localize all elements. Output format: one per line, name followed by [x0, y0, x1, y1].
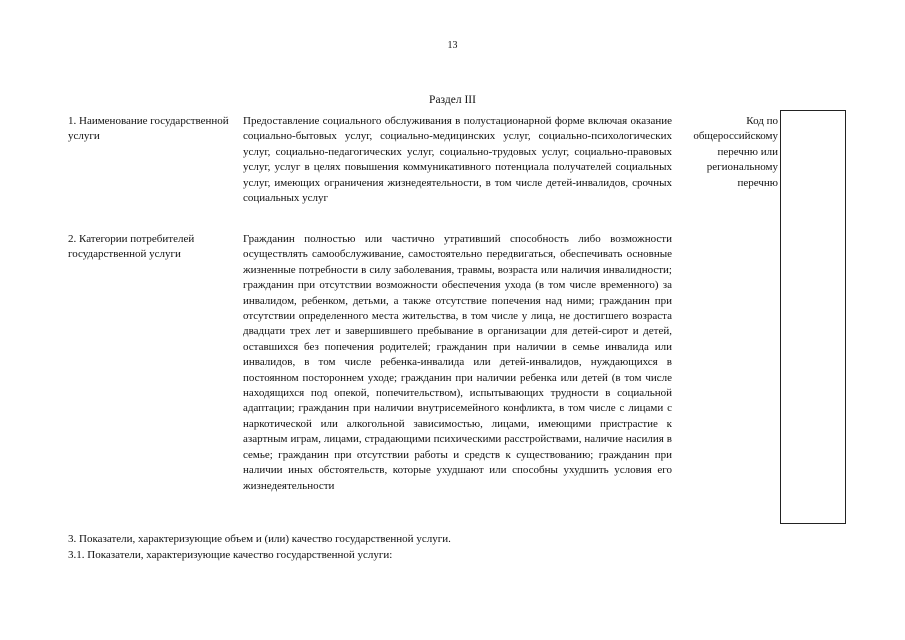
page-number: 13 [447, 40, 458, 51]
indicators-heading: 3. Показатели, характеризующие объем и (или) качество государственной услуги. [68, 533, 451, 545]
quality-indicators-heading: 3.1. Показатели, характеризующие качество государственной услуги: [68, 549, 393, 561]
service-name-label: 1. Наименование государственной услуги [68, 115, 229, 143]
code-label: Код по общероссийскому перечню или региональному перечню [693, 115, 778, 189]
consumers-text: Гражданин полностью или частично утративший способность либо возможности осуществлять самообслуживание, самостоятельно передвигаться, обеспечивать основные жизненные потребности в силу заболевания, травмы, возраста или наличия инвалидности; гражданин при отсутствии возможности обеспечения ухода (в том числе временного) за инвалидом, ребенком, детьми, а также отсутствие попечения над ними; гражданин при отсутствии определенного места жительства, в том числе у лица, не достигшего возраста двадцати трех лет и завершившего пребывание в организации для детей-сирот и детей, оставшихся без попечения родителей; гражданин при наличии в семье инвалида или инвалидов, в том числе ребенка-инвалида или детей-инвалидов, нуждающихся в постоянном постороннем уходе; гражданин при наличии ребенка или детей (в том числе находящихся под опекой, попечительством), испытывающих трудности в социальной адаптации; гражданин при наличии внутрисемейного конфликта, в том числе с лицами с наркотической или алкогольной зависимостью, лицами, имеющими пристрастие к азартным играм, лицами, страдающими психическими расстройствами, наличие насилия в семье; гражданин при отсутствии работы и средств к существованию; гражданин при наличии иных обстоятельств, которые ухудшают или способны ухудшить условия его жизнедеятельности [243, 233, 672, 492]
code-value-box [780, 110, 846, 524]
service-name-text: Предоставление социального обслуживания в полустационарной форме включая оказание социально-бытовых услуг, социально-медицинских услуг, социально-психологических услуг, социально-педагогических услуг, социально-трудовых услуг, социально-правовых услуг, услуг в целях повышения коммуникативного потенциала получателей социальных услуг, имеющих ограничения жизнедеятельности, в том числе детей-инвалидов, срочных социальных услуг [243, 115, 672, 205]
section-title: Раздел III [429, 94, 476, 106]
consumers-label: 2. Категории потребителей государственной услуги [68, 233, 195, 261]
